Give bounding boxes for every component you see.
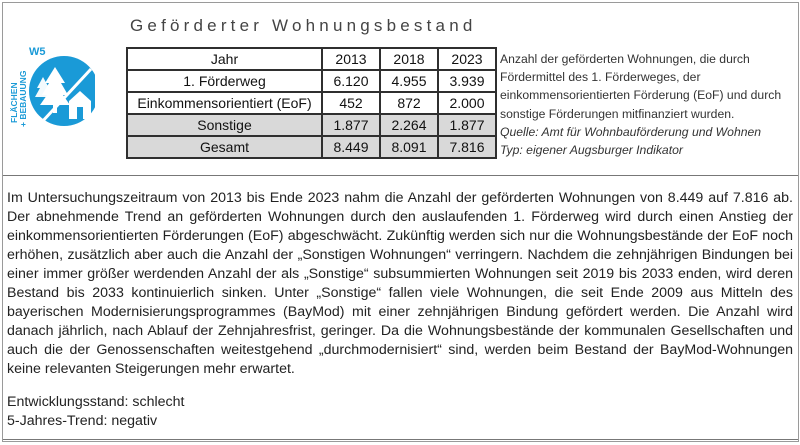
type-text: Typ: eigener Augsburger Indikator [500, 143, 683, 158]
analysis-paragraph: Im Untersuchungszeitraum von 2013 bis Ende 2023 nahm die Anzahl der geförderten Wohnungen von 8.449 auf 7.816 ab. Der abnehmende Trend an geförderten Wohnungen durch den auslaufenden 1. Förderweg wird durch einen Anstieg der einkommensorientierten Förderungen (EoF) abgeschwächt. Zukünftig werden sich nur die Wohnungsbestände der EoF noch erhöhen, zusätzlich aber auch die Anzahl der „Sonstigen Wohnungen“ verringern. Nachdem die zehnjährigen Bindungen bei einer immer größer werdenden Anzahl der als „Sonstige“ subsummierten Wohnungen seit 2019 bis 2033 enden, wird deren Bestand bis 2033 kontinuierlich sinken. Unter „Sonstige“ fallen viele Wohnungen, die seit Ende 2009 aus Mitteln des bayerischen Modernisierungsprogrammes (BayMod) mit einer zehnjährigen Bindung gefördert werden. Die Anzahl wird danach jährlich, nach Ablauf der Zehnjahresfrist, geringer. Da die Wohnungsbestände der kommunalen Gesellschaften und auch die der Genossenschaften weitestgehend „durchmodernisiert“ sind, werden beim Bestand der BayMod-Wohnungen keine relevanten Steigerungen mehr erwartet. [7, 190, 793, 377]
table-cell: 1.877 [322, 114, 380, 136]
indicator-description [500, 50, 800, 159]
logo-code: W5 [29, 46, 46, 58]
page-title: Geförderter Wohnungsbestand [130, 16, 477, 35]
table-cell: 7.816 [438, 136, 496, 158]
table-header-cell: 2023 [438, 48, 496, 70]
table-cell: 2.000 [438, 92, 496, 114]
status-block [7, 393, 184, 431]
trend-status: 5-Jahres-Trend: negativ [7, 413, 158, 429]
indicator-header-box [3, 3, 798, 176]
table-cell: 4.955 [380, 70, 438, 92]
table-cell: 1. Förderweg [127, 70, 322, 92]
development-status: Entwicklungsstand: schlecht [7, 394, 185, 410]
table-cell: Sonstige [127, 114, 322, 136]
table-cell: 3.939 [438, 70, 496, 92]
table-row [127, 136, 496, 158]
table-row [127, 114, 496, 136]
table-cell: 8.449 [322, 136, 380, 158]
table-cell: 6.120 [322, 70, 380, 92]
logo-label-line2: + BEBAUUNG [18, 70, 28, 127]
table-cell: Einkommensorientiert (EoF) [127, 92, 322, 114]
table-header-cell: 2013 [322, 48, 380, 70]
description-text: Anzahl der geförderten Wohnungen, die durch Fördermittel des 1. Förderweges, der einkommensorientierten Förderung (EoF) und durch sonstige Förderungen mitfinanziert wurden. [500, 52, 782, 121]
trees-and-house-icon [7, 43, 95, 131]
table-header-row [127, 48, 496, 70]
table-cell: 872 [380, 92, 438, 114]
indicator-sheet [2, 2, 799, 442]
logo-label-line1: FLÄCHEN [9, 82, 19, 123]
table-cell: 8.091 [380, 136, 438, 158]
table-cell: 452 [322, 92, 380, 114]
table-cell: Gesamt [127, 136, 322, 158]
table-cell: 2.264 [380, 114, 438, 136]
table-row [127, 70, 496, 92]
table-header-cell: Jahr [127, 48, 322, 70]
table-cell: 1.877 [438, 114, 496, 136]
bottom-divider [3, 439, 798, 440]
table-row [127, 92, 496, 114]
data-table [126, 47, 497, 159]
source-text: Quelle: Amt für Wohnbauförderung und Wohnen [500, 124, 762, 139]
table-header-cell: 2018 [380, 48, 438, 70]
